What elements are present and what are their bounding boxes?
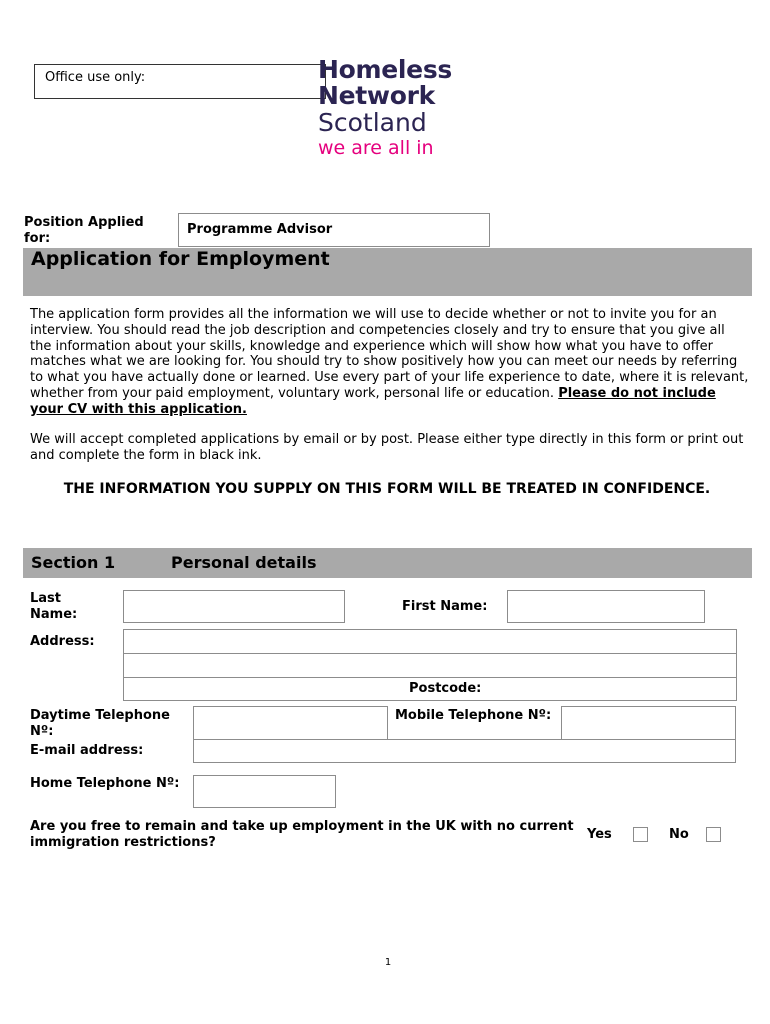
logo-line-3: Scotland (318, 108, 427, 137)
yes-label: Yes (587, 827, 612, 842)
email-label: E-mail address: (30, 743, 144, 758)
home-telephone-field[interactable] (193, 775, 336, 808)
intro-paragraph (30, 307, 750, 418)
first-name-label: First Name: (402, 599, 488, 614)
submission-paragraph: We will accept completed applications by email or by post. Please either type directly in this form or print out and complete the form in black ink. (30, 432, 744, 463)
daytime-telephone-field[interactable] (193, 706, 388, 740)
homeless-network-scotland-logo (318, 57, 452, 159)
address-label: Address: (30, 634, 95, 649)
mobile-telephone-field[interactable] (561, 706, 736, 740)
office-use-box (34, 64, 326, 99)
no-checkbox[interactable] (706, 827, 721, 842)
position-applied-label: Position Applied for: (24, 215, 144, 246)
section-1-band (23, 548, 752, 578)
logo-tagline: we are all in (318, 137, 434, 159)
last-name-field[interactable] (123, 590, 345, 623)
home-telephone-label: Home Telephone Nº: (30, 776, 180, 791)
form-title: Application for Employment (31, 248, 330, 270)
no-label: No (669, 827, 689, 842)
email-field[interactable] (193, 739, 736, 763)
position-applied-field[interactable] (178, 213, 490, 247)
section-title: Personal details (171, 553, 317, 572)
logo-line-1: Homeless (318, 55, 452, 84)
cv-note: Please do not include your CV with this application. (30, 385, 716, 417)
immigration-question: Are you free to remain and take up employment in the UK with no current immigration restrictions? (30, 819, 574, 850)
last-name-label: Last Name: (30, 591, 78, 622)
mobile-telephone-label: Mobile Telephone Nº: (395, 708, 552, 723)
intro-text: The application form provides all the information we will use to decide whether or not to invite you for an interview. You should read the job description and competencies closely and try to ensure that you give all the information about your skills, knowledge and experience which will show how what you have to offer matches what we are looking for. You should try to show positively how you can meet our needs by referring to what you have actually done or learned. Use every part of your life experience to date, where it is relevant, whether from your paid employment, voluntary work, personal life or education. (30, 307, 749, 401)
first-name-field[interactable] (507, 590, 705, 623)
confidence-notice: THE INFORMATION YOU SUPPLY ON THIS FORM WILL BE TREATED IN CONFIDENCE. (63, 481, 711, 497)
postcode-field[interactable] (490, 678, 736, 700)
postcode-label: Postcode: (409, 681, 482, 696)
page-number: 1 (384, 957, 392, 968)
office-use-label: Office use only: (45, 70, 146, 85)
address-line-1-field[interactable] (123, 629, 737, 654)
address-line-2-field[interactable] (123, 653, 737, 678)
logo-line-2: Network (318, 81, 435, 110)
form-title-band (23, 248, 752, 296)
section-number: Section 1 (31, 553, 116, 572)
position-applied-value: Programme Advisor (187, 222, 333, 237)
yes-checkbox[interactable] (633, 827, 648, 842)
daytime-telephone-label: Daytime Telephone Nº: (30, 708, 170, 739)
